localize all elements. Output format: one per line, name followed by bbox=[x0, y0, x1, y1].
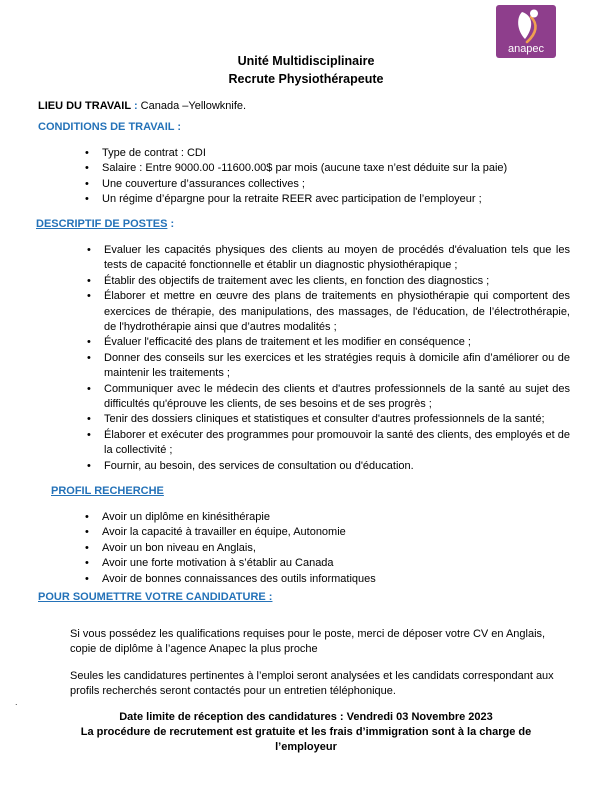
work-location-separator: : bbox=[130, 100, 141, 112]
footer-free-procedure-line: La procédure de recrutement est gratuite et les frais d’immigration sont à la charge de l’employeur bbox=[80, 726, 532, 754]
work-location-label: LIEU DU TRAVAIL bbox=[38, 100, 131, 112]
descriptif-item: • Élaborer et mettre en œuvre des plans de traitements en physiothérapie qui comportent des exercices de thérapie, des manipulations, des massages, de l'éducation, de l’électrothérapie, de l'hydrothérapie ainsi que d’autres modalités ; bbox=[104, 289, 570, 335]
document-title bbox=[0, 52, 612, 88]
section-heading-profil-text: PROFIL RECHERCHE bbox=[51, 485, 164, 497]
anapec-logo-text: anapec bbox=[507, 43, 545, 55]
candidature-paragraph-1: Si vous possédez les qualifications requises pour le poste, merci de déposer votre CV en Anglais, copie de diplôme à l’agence Anapec la plus proche bbox=[70, 628, 546, 656]
anapec-logo bbox=[496, 5, 556, 58]
title-line-1: Unité Multidisciplinaire bbox=[237, 54, 375, 68]
descriptif-item: • Établir des objectifs de traitement avec les clients, en fonction des diagnostics ; bbox=[104, 274, 570, 289]
descriptif-list bbox=[104, 243, 570, 474]
profil-item: • Avoir de bonnes connaissances des outils informatiques bbox=[102, 572, 542, 587]
descriptif-item: • Élaborer et exécuter des programmes pour promouvoir la santé des clients, des employés et de la collectivité ; bbox=[104, 428, 570, 459]
stray-period-mark: . bbox=[15, 697, 18, 707]
section-heading-descriptif-text: DESCRIPTIF DE POSTES bbox=[36, 218, 168, 230]
anapec-logo-graphic bbox=[496, 5, 556, 58]
footer-deadline-line: Date limite de réception des candidatures : Vendredi 03 Novembre 2023 bbox=[119, 711, 493, 723]
profil-item: • Avoir un diplôme en kinésithérapie bbox=[102, 510, 542, 525]
section-heading-conditions: CONDITIONS DE TRAVAIL : bbox=[38, 121, 181, 133]
descriptif-item: • Fournir, au besoin, des services de consultation ou d'éducation. bbox=[104, 459, 570, 474]
title-line-2: Recrute Physiothérapeute bbox=[228, 72, 384, 86]
work-location-value: Canada –Yellowknife. bbox=[140, 100, 247, 112]
descriptif-item: • Evaluer les capacités physiques des clients au moyen de procédés d'évaluation tels que les tests de capacité fonctionnelle et établir un diagnostic physiothérapique ; bbox=[104, 243, 570, 274]
work-location-line bbox=[38, 100, 246, 112]
conditions-item: • Salaire : Entre 9000.00 -11600.00$ par mois (aucune taxe n’est déduite sur la paie) bbox=[102, 161, 572, 176]
profil-item: • Avoir une forte motivation à s’établir au Canada bbox=[102, 556, 542, 571]
profil-item: • Avoir un bon niveau en Anglais, bbox=[102, 541, 542, 556]
section-heading-profil bbox=[51, 485, 164, 497]
descriptif-item: • Évaluer l'efficacité des plans de traitement et les modifier en conséquence ; bbox=[104, 335, 570, 350]
section-heading-descriptif bbox=[36, 218, 174, 230]
descriptif-item: • Communiquer avec le médecin des clients et d'autres professionnels de la santé au sujet des difficultés qu'éprouve les clients, de ses besoins et de ses progrès ; bbox=[104, 382, 570, 413]
conditions-item: • Un régime d’épargne pour la retraite REER avec participation de l’employeur ; bbox=[102, 192, 572, 207]
conditions-list bbox=[102, 146, 572, 208]
descriptif-item: • Tenir des dossiers cliniques et statistiques et consulter d'autres professionnels de la santé; bbox=[104, 412, 570, 427]
candidature-paragraph-2: Seules les candidatures pertinentes à l’emploi seront analysées et les candidats correspondant aux profils recherchés seront contactés pour un entretien téléphonique. bbox=[70, 670, 554, 698]
footer-notice bbox=[66, 710, 546, 756]
section-heading-candidature: POUR SOUMETTRE VOTRE CANDIDATURE : bbox=[38, 591, 273, 603]
profil-item: • Avoir la capacité à travailler en équipe, Autonomie bbox=[102, 525, 542, 540]
conditions-item: • Type de contrat : CDI bbox=[102, 146, 572, 161]
profil-list bbox=[102, 510, 542, 587]
descriptif-item: • Donner des conseils sur les exercices et les stratégies requis à domicile afin d’améliorer ou de maintenir les traitements ; bbox=[104, 351, 570, 382]
conditions-item: • Une couverture d’assurances collectives ; bbox=[102, 177, 572, 192]
section-heading-descriptif-colon: : bbox=[167, 218, 175, 230]
